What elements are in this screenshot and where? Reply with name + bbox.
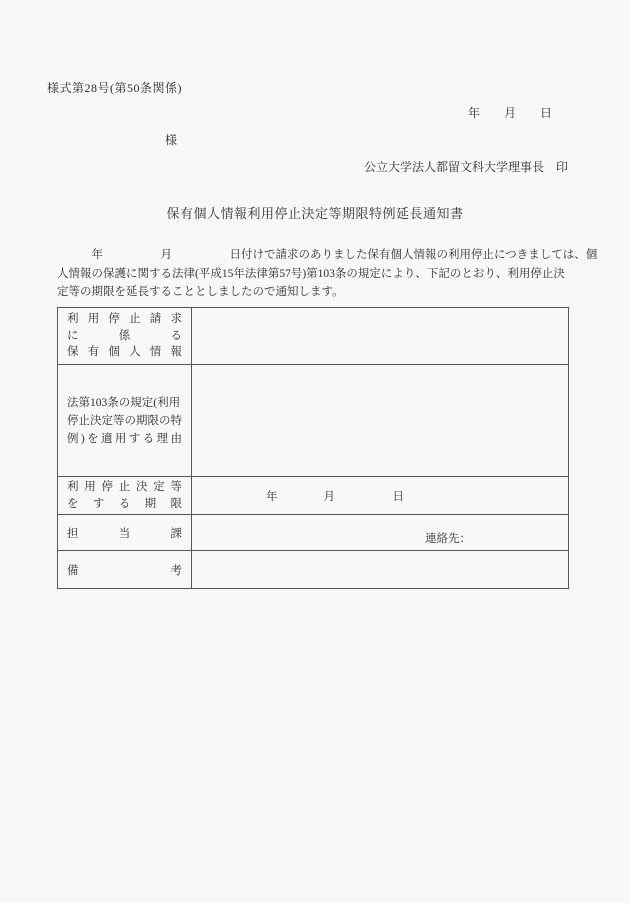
notice-table bbox=[57, 307, 569, 589]
row-label-line: 備 考 bbox=[67, 564, 182, 577]
row-label-line: 保 有 個 人 情 報 bbox=[67, 346, 182, 359]
row-label-department bbox=[58, 515, 192, 550]
issue-date-line: 年 月 日 bbox=[467, 106, 552, 120]
body-line: 人情報の保護に関する法律(平成15年法律第57号)第103条の規定により、下記のとおり、利用停止決 bbox=[57, 267, 565, 280]
row-label-retained-info bbox=[58, 308, 192, 364]
row-label-line: 停止決定等の期限の特 bbox=[67, 414, 182, 427]
row-value-remarks bbox=[192, 551, 568, 588]
row-label-line: 法第103条の規定(利用 bbox=[67, 396, 181, 409]
addressee-suffix: 様 bbox=[165, 133, 178, 147]
form-number: 様式第28号(第50条関係) bbox=[47, 81, 182, 95]
body-line: 定等の期限を延長することとしましたので通知します。 bbox=[57, 286, 344, 298]
table-row-remarks bbox=[58, 550, 568, 588]
row-label-line: 利 用 停 止 決 定 等 bbox=[67, 480, 182, 493]
row-value-retained-info bbox=[192, 308, 568, 364]
row-value-deadline-date: 年 月 日 bbox=[266, 490, 404, 503]
row-value-reason bbox=[192, 365, 568, 476]
row-label-line: に 係 る bbox=[67, 329, 182, 342]
row-label-line: 例 ) を 適 用 す る 理 由 bbox=[67, 432, 182, 445]
row-label-line: を す る 期 限 bbox=[67, 497, 182, 510]
page-title: 保有個人情報利用停止決定等期限特例延長通知書 bbox=[166, 206, 464, 221]
sender-line: 公立大学法人都留文科大学理事長 印 bbox=[363, 160, 568, 174]
table-row-deadline bbox=[58, 476, 568, 514]
row-value-contact: 連絡先： bbox=[425, 533, 471, 545]
row-label-reason bbox=[58, 365, 192, 476]
row-label-deadline bbox=[58, 477, 192, 514]
row-label-line: 利 用 停 止 請 求 bbox=[67, 313, 182, 326]
table-row-reason bbox=[58, 364, 568, 476]
body-paragraph bbox=[57, 246, 598, 302]
table-row-retained-info bbox=[58, 308, 568, 364]
body-line: 年 月 日付けで請求のありました保有個人情報の利用停止につきましては、個 bbox=[57, 249, 598, 261]
row-label-line: 担 当 課 bbox=[67, 527, 182, 540]
table-row-department bbox=[58, 514, 568, 550]
row-label-remarks bbox=[58, 551, 192, 588]
